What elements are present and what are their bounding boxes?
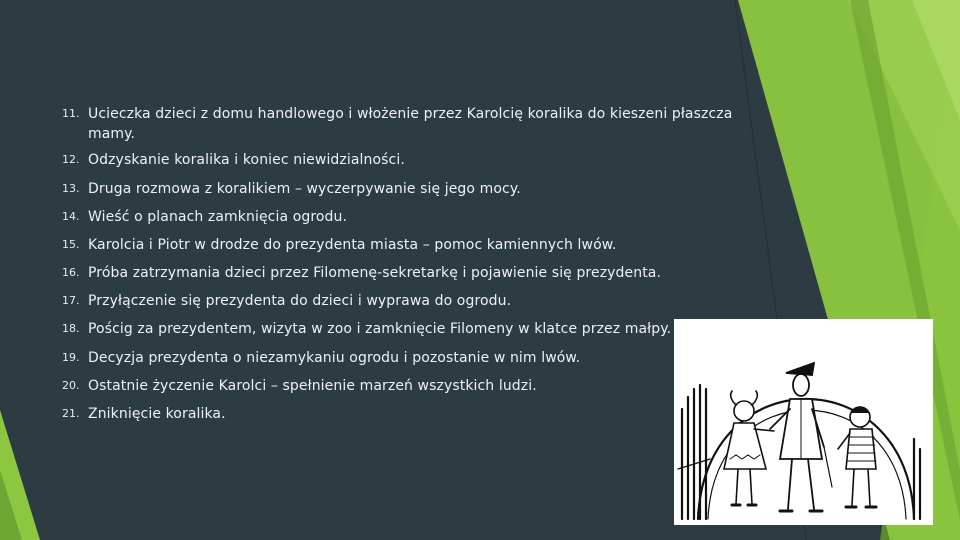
- list-item-number: 15.: [62, 238, 80, 251]
- list-item-number: 16.: [62, 266, 80, 279]
- list-item-text: Pościg za prezydentem, wizyta w zoo i zamknięcie Filomeny w klatce przez małpy.: [88, 321, 672, 337]
- list-item-number: 11.: [62, 107, 80, 120]
- list-item-text: Druga rozmowa z koralikiem – wyczerpywanie się jego mocy.: [88, 181, 521, 197]
- list-item-text: Karolcia i Piotr w drodze do prezydenta miasta – pomoc kamiennych lwów.: [88, 237, 617, 253]
- list-item-text: Odzyskanie koralika i koniec niewidzialności.: [88, 152, 405, 168]
- list-item-number: 20.: [62, 379, 80, 392]
- list-item-number: 13.: [62, 182, 80, 195]
- list-item-text: Ucieczka dzieci z domu handlowego i włożenie przez Karolcię koralika do kieszeni płaszcza mamy.: [88, 106, 733, 142]
- list-item-number: 21.: [62, 407, 80, 420]
- list-item-number: 14.: [62, 210, 80, 223]
- list-item-text: Wieść o planach zamknięcia ogrodu.: [88, 209, 348, 225]
- list-item-text: Zniknięcie koralika.: [88, 406, 226, 422]
- list-item-number: 17.: [62, 294, 80, 307]
- list-item-number: 18.: [62, 322, 80, 335]
- list-item-number: 19.: [62, 351, 80, 364]
- illustration: [674, 319, 933, 525]
- list-item-number: 12.: [62, 153, 80, 166]
- list-item-text: Próba zatrzymania dzieci przez Filomenę-sekretarkę i pojawienie się prezydenta.: [88, 265, 662, 281]
- list-item-text: Decyzja prezydenta o niezamykaniu ogrodu i pozostanie w nim lwów.: [88, 350, 581, 366]
- list-item-text: Ostatnie życzenie Karolci – spełnienie marzeń wszystkich ludzi.: [88, 378, 537, 394]
- list-item-text: Przyłączenie się prezydenta do dzieci i wyprawa do ogrodu.: [88, 293, 512, 309]
- gate-children-illustration-icon: [674, 319, 933, 525]
